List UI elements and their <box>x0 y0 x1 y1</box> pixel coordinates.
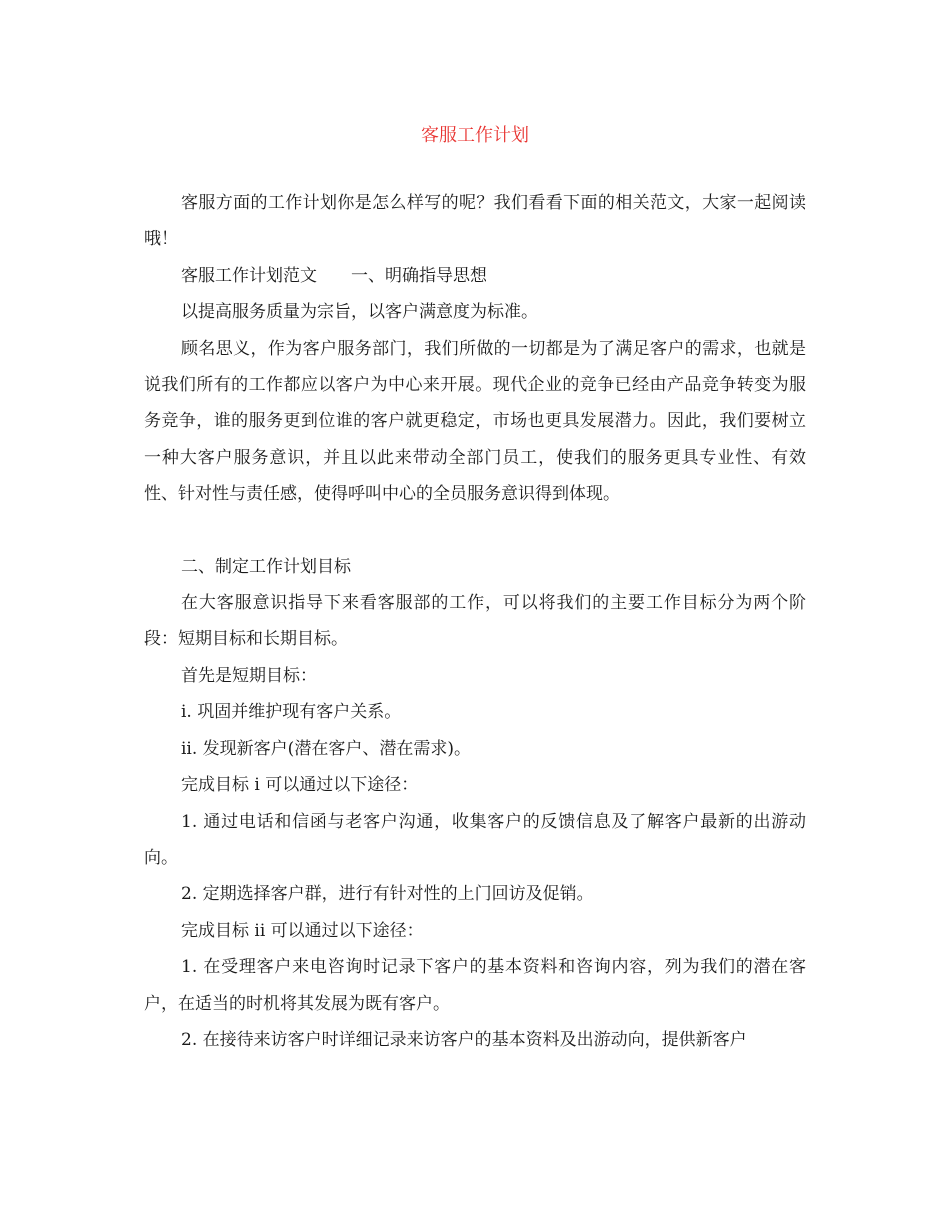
list-item-goal-ii: ii. 发现新客户(潜在客户、潜在需求)。 <box>181 738 471 759</box>
list-item-method-ii-1: 1. 在受理客户来电咨询时记录下客户的基本资料和咨询内容，列为我们的潜在客户，在适当的时机将其发展为既有客户。 <box>144 957 806 1014</box>
list-item-method-1: 1. 通过电话和信函与老客户沟通，收集客户的反馈信息及了解客户最新的出游动向。 <box>144 811 806 868</box>
document-title: 客服工作计划 <box>421 125 529 146</box>
paragraph-goal-ii-methods: 完成目标 ii 可以通过以下途径： <box>181 920 424 941</box>
paragraph-goal-i-methods: 完成目标 i 可以通过以下途径： <box>181 775 419 796</box>
paragraph-service-goal: 以提高服务质量为宗旨，以客户满意度为标准。 <box>181 302 538 323</box>
intro-paragraph: 客服方面的工作计划你是怎么样写的呢？我们看看下面的相关范文，大家一起阅读哦！ <box>144 193 806 250</box>
list-item-method-2: 2. 定期选择客户群，进行有针对性的上门回访及促销。 <box>181 884 594 905</box>
section-heading-guiding-thought: 客服工作计划范文 一、明确指导思想 <box>181 265 487 286</box>
list-item-method-ii-2: 2. 在接待来访客户时详细记录来访客户的基本资料及出游动向，提供新客户 <box>181 1029 747 1050</box>
paragraph-goal-phases: 在大客服意识指导下来看客服部的工作，可以将我们的主要工作目标分为两个阶段：短期目标和长期目标。 <box>144 593 806 650</box>
paragraph-spacer <box>144 513 806 549</box>
paragraph-short-term-intro: 首先是短期目标： <box>181 665 317 686</box>
paragraph-customer-centric: 顾名思义，作为客户服务部门，我们所做的一切都是为了满足客户的需求，也就是说我们所有的工作都应以客户为中心来开展。现代企业的竞争已经由产品竞争转变为服务竞争，谁的服务更到位谁的客户就更稳定，市场也更具发展潜力。因此，我们要树立一种大客户服务意识，并且以此来带动全部门员工，使我们的服务更具专业性、有效性、针对性与责任感，使得呼叫中心的全员服务意识得到体现。 <box>144 338 806 505</box>
list-item-goal-i: i. 巩固并维护现有客户关系。 <box>181 702 402 723</box>
document-body <box>144 185 806 1058</box>
section-heading-plan-goals: 二、制定工作计划目标 <box>181 556 351 577</box>
